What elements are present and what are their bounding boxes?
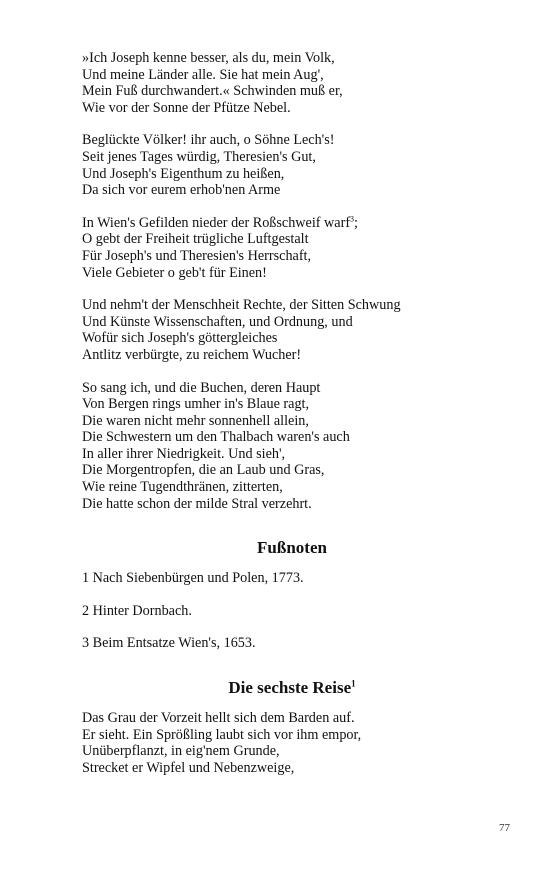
verse-line: Und Künste Wissenschaften, und Ordnung, und	[82, 313, 353, 330]
verse-line: Da sich vor eurem erhob'nen Arme	[82, 182, 281, 199]
verse-line: Und meine Länder alle. Sie hat mein Aug',	[82, 66, 324, 83]
verse-line: Das Grau der Vorzeit hellt sich dem Barden auf.	[82, 710, 355, 727]
verse-text: In Wien's Gefilden nieder der Roßschweif warf	[82, 214, 351, 231]
verse-line: Die Schwestern um den Thalbach waren's auch	[82, 429, 350, 446]
page-number: 77	[499, 822, 510, 834]
stanza-3	[82, 215, 502, 281]
verse-line: »Ich Joseph kenne besser, als du, mein Volk,	[82, 50, 335, 66]
stanza-2	[82, 132, 502, 198]
verse-line: Für Joseph's und Theresien's Herrschaft,	[82, 247, 312, 264]
section-stanza-1	[82, 710, 502, 776]
verse-line: Die hatte schon der milde Stral verzehrt.	[82, 495, 312, 512]
verse-line: O gebt der Freiheit trügliche Luftgestalt	[82, 231, 309, 248]
verse-line: Von Bergen rings umher in's Blaue ragt,	[82, 396, 310, 413]
stanza-5	[82, 380, 502, 513]
verse-line: Viele Gebieter o geb't für Einen!	[82, 264, 267, 281]
verse-line: In aller ihrer Niedrigkeit. Und sieh',	[82, 445, 286, 462]
verse-line: Unüberpflanzt, in eig'nem Grunde,	[82, 743, 280, 760]
verse-line: Die Morgentropfen, die an Laub und Gras,	[82, 462, 325, 479]
page-content	[82, 50, 502, 792]
verse-line: Wie reine Tugendthränen, zitterten,	[82, 479, 283, 496]
verse-line: Die waren nicht mehr sonnenhell allein,	[82, 412, 309, 429]
footnotes-heading: Fußnoten	[257, 538, 327, 558]
section-heading	[82, 678, 502, 698]
section-footnote-ref[interactable]: 1	[351, 678, 356, 689]
footnote-ref-3[interactable]: 3	[350, 214, 355, 224]
verse-line: Seit jenes Tages würdig, Theresien's Gut,	[82, 148, 316, 165]
verse-line: Mein Fuß durchwandert.« Schwinden muß er,	[82, 83, 343, 100]
verse-line: So sang ich, und die Buchen, deren Haupt	[82, 379, 321, 396]
verse-line	[82, 215, 502, 232]
footnote-2: 2 Hinter Dornbach.	[82, 602, 192, 619]
verse-line: Strecket er Wipfel und Nebenzweige,	[82, 759, 295, 776]
verse-line: Wofür sich Joseph's göttergleiches	[82, 330, 278, 347]
verse-line: Beglückte Völker! ihr auch, o Söhne Lech's!	[82, 132, 335, 149]
verse-line: Wie vor der Sonne der Pfütze Nebel.	[82, 99, 291, 116]
footnote-3: 3 Beim Entsatze Wien's, 1653.	[82, 635, 256, 652]
verse-line: Antlitz verbürgte, zu reichem Wucher!	[82, 346, 302, 363]
stanza-4	[82, 297, 502, 363]
verse-line: Und Joseph's Eigenthum zu heißen,	[82, 165, 285, 182]
verse-line: Und nehm't der Menschheit Rechte, der Sitten Schwung	[82, 297, 401, 314]
section-title: Die sechste Reise	[228, 678, 352, 698]
footnote-1: 1 Nach Siebenbürgen und Polen, 1773.	[82, 570, 304, 587]
verse-line: Er sieht. Ein Sprößling laubt sich vor ihm empor,	[82, 726, 362, 743]
verse-punctuation: ;	[354, 214, 358, 231]
stanza-1	[82, 50, 502, 116]
